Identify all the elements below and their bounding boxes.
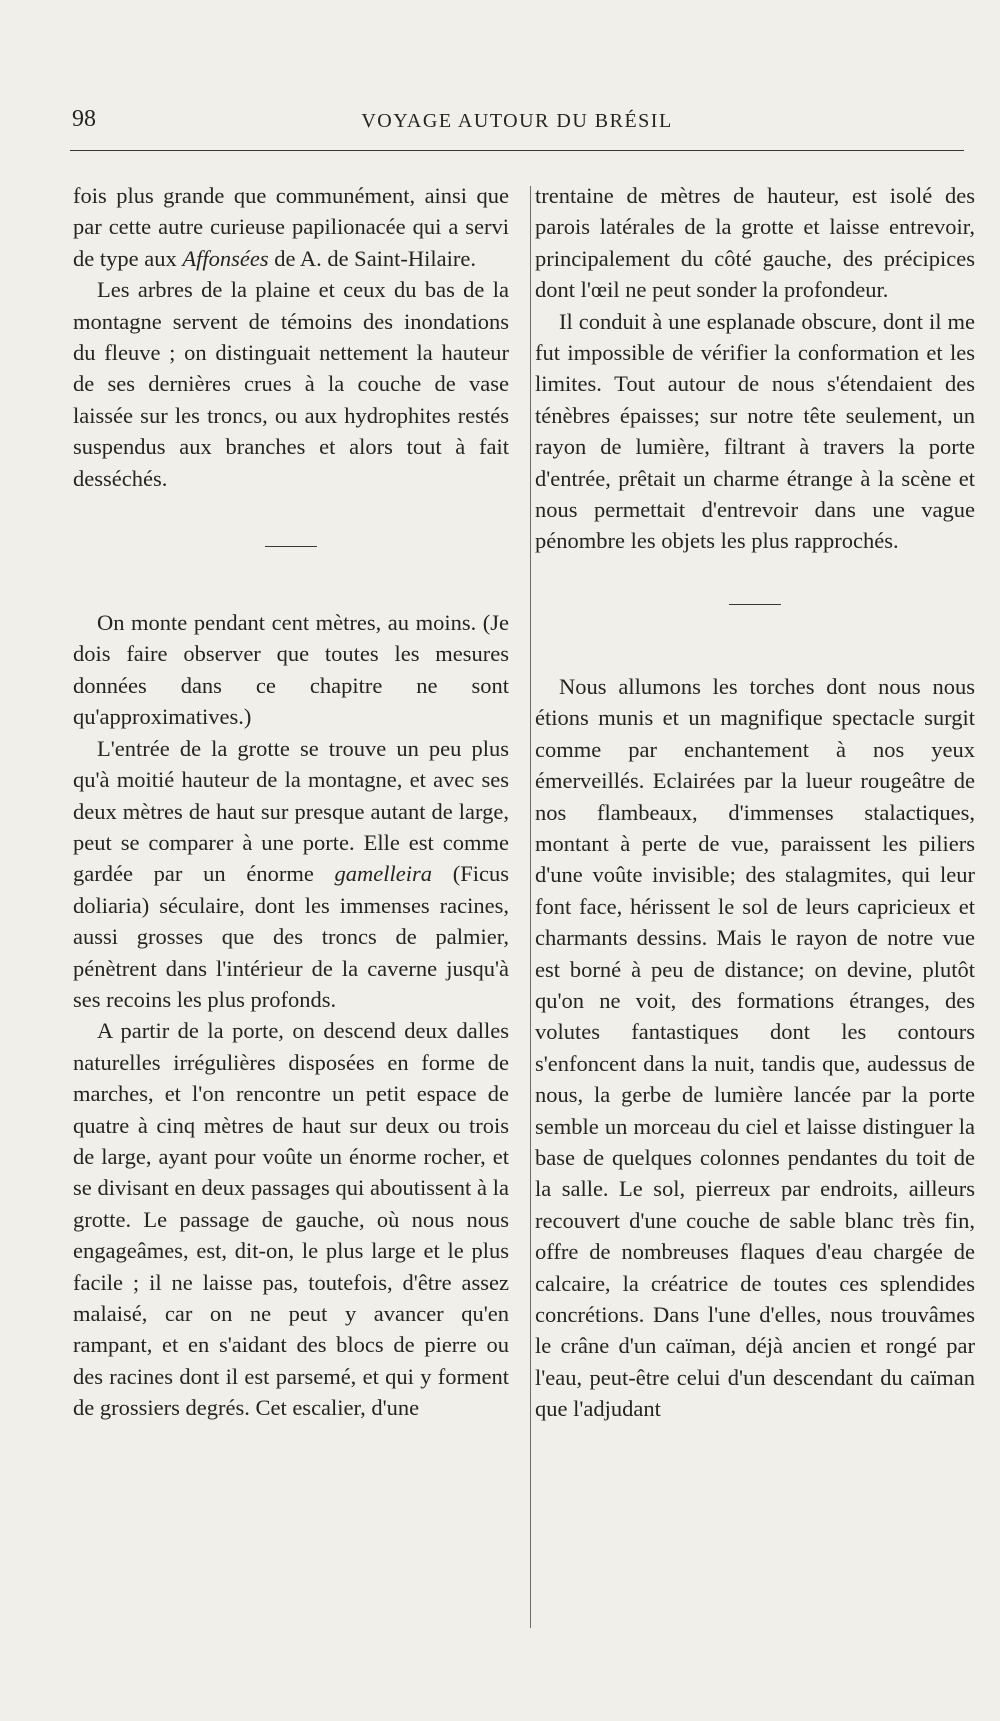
left-column [73,180,509,1424]
section-separator [265,546,317,547]
paragraph: A partir de la porte, on descend deux dalles naturelles irrégulières disposées en forme de marches, et l'on rencontre un petit espace de quatre à cinq mètres de haut sur deux ou trois de large, ayant pour voûte un énorme rocher, et se divisant en deux passages qui aboutissent à la grotte. Le passage de gauche, où nous nous engageâmes, est, dit-on, le plus large et le plus facile ; il ne laisse pas, toutefois, d'être assez malaisé, car on ne peut y avancer qu'en rampant, et en s'aidant des blocs de pierre ou des racines dont il est parsemé, et qui y forment de grossiers degrés. Cet escalier, d'une [73,1018,509,1421]
paragraph [73,733,509,1016]
header-rule [70,150,964,151]
text-run: (Ficus doliaria) séculaire, dont les immenses racines, aussi grosses que des troncs de palmier, pénètrent dans l'intérieur de la caverne jusqu'à ses recoins les plus profonds. [73,861,510,1012]
section-separator [729,604,781,605]
paragraph [73,180,509,274]
page-header [72,106,962,140]
page-number: 98 [72,106,96,132]
paragraph: On monte pendant cent mètres, au moins. (Je dois faire observer que toutes les mesures données dans ce chapitre ne sont qu'approximatives.) [73,610,509,730]
paragraph: Les arbres de la plaine et ceux du bas de la montagne servent de témoins des inondations du fleuve ; on distinguait nettement la hauteur de ses dernières crues à la couche de vase laissée sur les troncs, ou aux hydrophites restés suspendus aux branches et alors tout à fait desséchés. [73,277,509,491]
text-run: L'entrée de la grotte se trouve un peu plus qu'à moitié hauteur de la montagne, et avec ses deux mètres de haut sur presque autant de large, peut se comparer à une porte. Elle est comme gardée par un énorme [73,735,509,887]
italic-term: gamelleira [334,861,433,887]
italic-term: Affonsées [182,245,269,271]
right-column [535,180,975,1425]
paragraph: Il conduit à une esplanade obscure, dont il me fut impossible de vérifier la conformation et les limites. Tout autour de nous s'étendaient des ténèbres épaisses; sur notre tête seulement, un rayon de lumière, filtrant à travers la porte d'entrée, prêtait un charme étrange à la scène et nous permettait d'entrevoir dans une vague pénombre les objets les plus rapprochés. [535,308,975,554]
paragraph: trentaine de mètres de hauteur, est isolé des parois latérales de la grotte et laisse entrevoir, principalement du côté gauche, des précipices dont l'œil ne peut sonder la profondeur. [535,183,975,303]
paragraph: Nous allumons les torches dont nous nous étions munis et un magnifique spectacle surgit comme par enchantement à nos yeux émerveillés. Eclairées par la lueur rougeâtre de nos flambeaux, d'immenses stalactiques, montant à perte de vue, paraissent les piliers d'une voûte invisible; des stalagmites, qui leur font face, hérissent le sol de leurs capricieux et charmants dessins. Mais le rayon de notre vue est borné à peu de distance; on devine, plutôt qu'on ne voit, des formations étranges, des volutes fantastiques dont les contours s'enfoncent dans la nuit, tandis que, audessus de nous, la gerbe de lumière lancée par la porte semble un morceau du ciel et laisse distinguer la base de quelques colonnes pendantes du toit de la salle. Le sol, pierreux par endroits, ailleurs recouvert d'une couche de sable blanc très fin, offre de nombreuses flaques d'eau chargée de calcaire, la créatrice de toutes ces splendides concrétions. Dans l'une d'elles, nous trouvâmes le crâne d'un caïman, déjà ancien et rongé par l'eau, peut-être celui d'un descendant du caïman que l'adjudant [535,673,975,1422]
column-divider [530,186,531,1628]
text-run: fois plus grande que communément, ainsi que par cette autre curieuse papilionacée qui a servi de type aux [73,183,509,271]
running-title: VOYAGE AUTOUR DU BRÉSIL [361,110,673,132]
text-run: de A. de Saint-Hilaire. [268,245,477,271]
